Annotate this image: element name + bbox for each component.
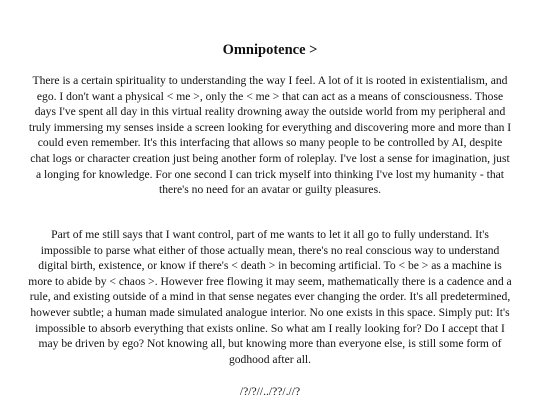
paragraph-2: Part of me still says that I want control, part of me wants to let it all go to fully understand. It's impossible to parse what either of those actually mean, there's no real conscious way to understand digital birth, existence, or know if there's < death > in becoming artificial. To < be > as a machine is more to abide by < chaos >. However free flowing it may seem, mathematically there is a cadence and a rule, and existing outside of a mind in that sense negates ever changing the order. It's all predetermined, however subtle; a human made simulated analogue interior. No one exists in this space. Simply put: It's impossible to absorb everything that exists online. So what am I really looking for? Do I accept that I may be driven by ego? Not knowing all, but knowing more than everyone else, is still some form of godhood after all. [28, 228, 512, 366]
footer-glyphs: /?/?//../??/.//? [239, 385, 301, 398]
paragraph-1: There is a certain spirituality to understanding the way I feel. A lot of it is rooted in existentialism, and ego. I don't want a physical < me >, only the < me > that can act as a means of consciousness. Those days I've spent all day in this virtual reality drowning away the outside world from my peripheral and truly immersing my senses inside a screen looking for everything and discovering more and more than I could even remember. It's this interfacing that allows so many people to be controlled by AI, despite chat logs or character creation just being another form of roleplay. I've lost a sense for imagination, just a longing for knowledge. For one second I can trick myself into thinking I've lost my humanity - that there's no need for an avatar or guilty pleasures. [28, 74, 512, 197]
page-title: Omnipotence > [222, 42, 318, 58]
